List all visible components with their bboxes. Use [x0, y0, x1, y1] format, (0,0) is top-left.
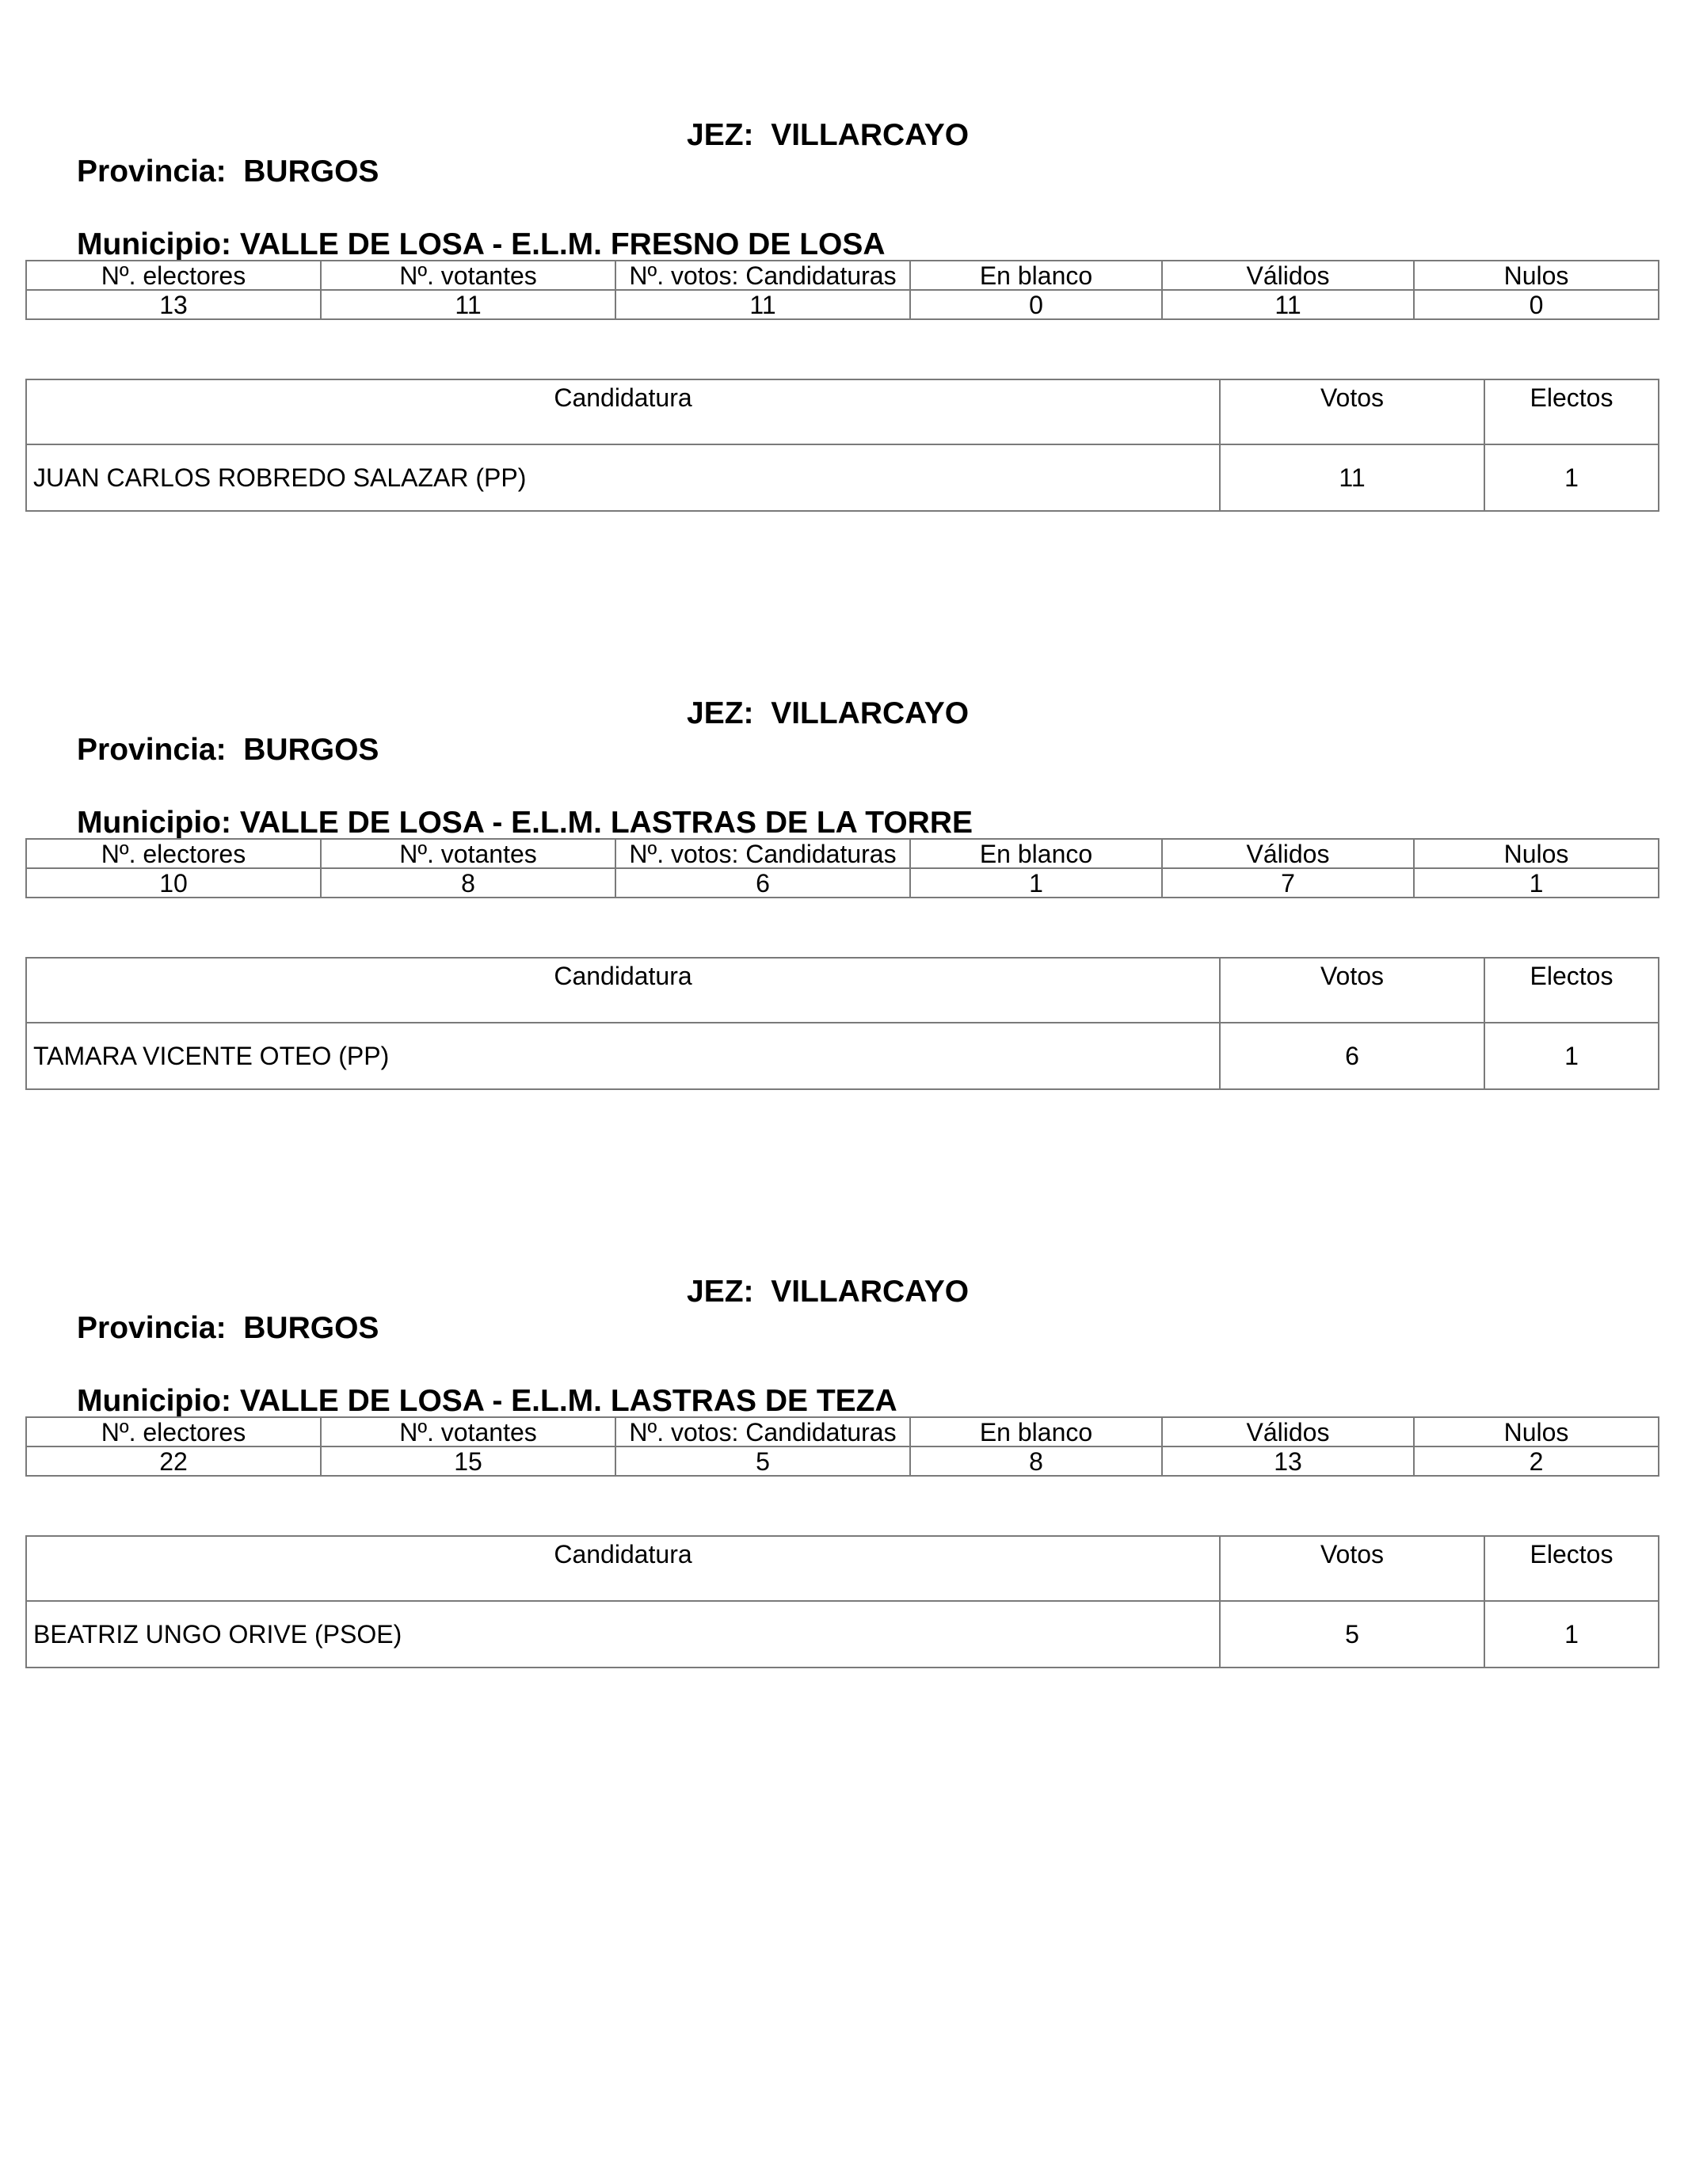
stats-value-cell: 5	[615, 1446, 910, 1476]
stats-table	[25, 260, 1659, 320]
stats-header-cell: En blanco	[910, 261, 1162, 290]
candidatura-header: Candidatura	[26, 958, 1220, 1023]
stats-value-cell: 8	[910, 1446, 1162, 1476]
stats-header-cell: Nº. votos: Candidaturas	[615, 839, 910, 868]
stats-table	[25, 1416, 1659, 1477]
stats-header-row	[26, 261, 1659, 290]
provincia-label: Provincia:	[77, 1311, 227, 1345]
stats-header-cell: Nº. electores	[26, 839, 321, 868]
provincia-label: Provincia:	[77, 154, 227, 189]
jez-value: VILLARCAYO	[771, 118, 970, 152]
stats-value-cell: 1	[910, 868, 1162, 898]
stats-header-cell: Nº. votantes	[321, 839, 615, 868]
candidatura-header: Candidatura	[26, 379, 1220, 444]
candidate-votos: 11	[1220, 444, 1484, 511]
candidate-votos: 6	[1220, 1023, 1484, 1089]
provincia-value: BURGOS	[243, 1311, 379, 1345]
stats-header-cell: Nº. votantes	[321, 1417, 615, 1446]
stats-header-cell: Nº. electores	[26, 261, 321, 290]
jez-label: JEZ:	[687, 696, 754, 730]
municipio-label: Municipio:	[77, 806, 231, 840]
candidates-table	[25, 957, 1659, 1090]
jez-label: JEZ:	[687, 1275, 754, 1309]
stats-value-cell: 1	[1414, 868, 1659, 898]
provincia-value: BURGOS	[243, 733, 379, 767]
votos-header: Votos	[1220, 379, 1484, 444]
candidates-table	[25, 379, 1659, 512]
candidate-name: JUAN CARLOS ROBREDO SALAZAR (PP)	[26, 444, 1220, 511]
stats-header-cell: Válidos	[1162, 839, 1414, 868]
electos-header: Electos	[1484, 379, 1659, 444]
votos-header: Votos	[1220, 958, 1484, 1023]
stats-value-cell: 13	[26, 290, 321, 319]
candidate-electos: 1	[1484, 444, 1659, 511]
jez-group	[687, 117, 969, 154]
stats-header-cell: Nº. electores	[26, 1417, 321, 1446]
stats-value-cell: 13	[1162, 1446, 1414, 1476]
candidate-electos: 1	[1484, 1601, 1659, 1668]
electos-header: Electos	[1484, 958, 1659, 1023]
jez-value: VILLARCAYO	[771, 696, 970, 730]
stats-value-cell: 0	[910, 290, 1162, 319]
stats-value-row	[26, 868, 1659, 898]
jez-label: JEZ:	[687, 118, 754, 152]
stats-value-cell: 7	[1162, 868, 1414, 898]
jez-value: VILLARCAYO	[771, 1275, 970, 1309]
stats-header-cell: En blanco	[910, 839, 1162, 868]
stats-value-cell: 15	[321, 1446, 615, 1476]
jez-group	[687, 696, 969, 732]
provincia-value: BURGOS	[243, 154, 379, 189]
municipio-value: VALLE DE LOSA - E.L.M. FRESNO DE LOSA	[239, 227, 886, 261]
stats-header-cell: Nº. votos: Candidaturas	[615, 261, 910, 290]
municipio-label: Municipio:	[77, 1384, 231, 1418]
stats-value-cell: 22	[26, 1446, 321, 1476]
stats-value-row	[26, 1446, 1659, 1476]
candidate-electos: 1	[1484, 1023, 1659, 1089]
stats-value-cell: 2	[1414, 1446, 1659, 1476]
candidate-name: BEATRIZ UNGO ORIVE (PSOE)	[26, 1601, 1220, 1668]
municipio-value: VALLE DE LOSA - E.L.M. LASTRAS DE LA TORRE	[239, 806, 973, 840]
provincia-label: Provincia:	[77, 733, 227, 767]
electos-header: Electos	[1484, 1536, 1659, 1601]
jez-group	[687, 1274, 969, 1310]
candidates-header-row	[26, 1536, 1659, 1601]
municipio-value: VALLE DE LOSA - E.L.M. LASTRAS DE TEZA	[239, 1384, 897, 1418]
stats-header-cell: Válidos	[1162, 1417, 1414, 1446]
stats-header-cell: En blanco	[910, 1417, 1162, 1446]
stats-header-row	[26, 1417, 1659, 1446]
candidatura-header: Candidatura	[26, 1536, 1220, 1601]
votos-header: Votos	[1220, 1536, 1484, 1601]
stats-header-cell: Válidos	[1162, 261, 1414, 290]
stats-table	[25, 838, 1659, 898]
stats-header-cell: Nulos	[1414, 261, 1659, 290]
stats-value-cell: 0	[1414, 290, 1659, 319]
candidate-row	[26, 1023, 1659, 1089]
candidate-votos: 5	[1220, 1601, 1484, 1668]
candidates-header-row	[26, 379, 1659, 444]
stats-value-cell: 11	[615, 290, 910, 319]
stats-value-cell: 6	[615, 868, 910, 898]
stats-header-cell: Nulos	[1414, 1417, 1659, 1446]
candidates-header-row	[26, 958, 1659, 1023]
stats-value-cell: 11	[1162, 290, 1414, 319]
candidate-row	[26, 444, 1659, 511]
stats-header-cell: Nº. votantes	[321, 261, 615, 290]
stats-value-cell: 10	[26, 868, 321, 898]
municipio-label: Municipio:	[77, 227, 231, 261]
candidate-name: TAMARA VICENTE OTEO (PP)	[26, 1023, 1220, 1089]
stats-header-cell: Nº. votos: Candidaturas	[615, 1417, 910, 1446]
candidate-row	[26, 1601, 1659, 1668]
stats-value-cell: 11	[321, 290, 615, 319]
stats-value-row	[26, 290, 1659, 319]
stats-value-cell: 8	[321, 868, 615, 898]
stats-header-cell: Nulos	[1414, 839, 1659, 868]
stats-header-row	[26, 839, 1659, 868]
candidates-table	[25, 1535, 1659, 1668]
